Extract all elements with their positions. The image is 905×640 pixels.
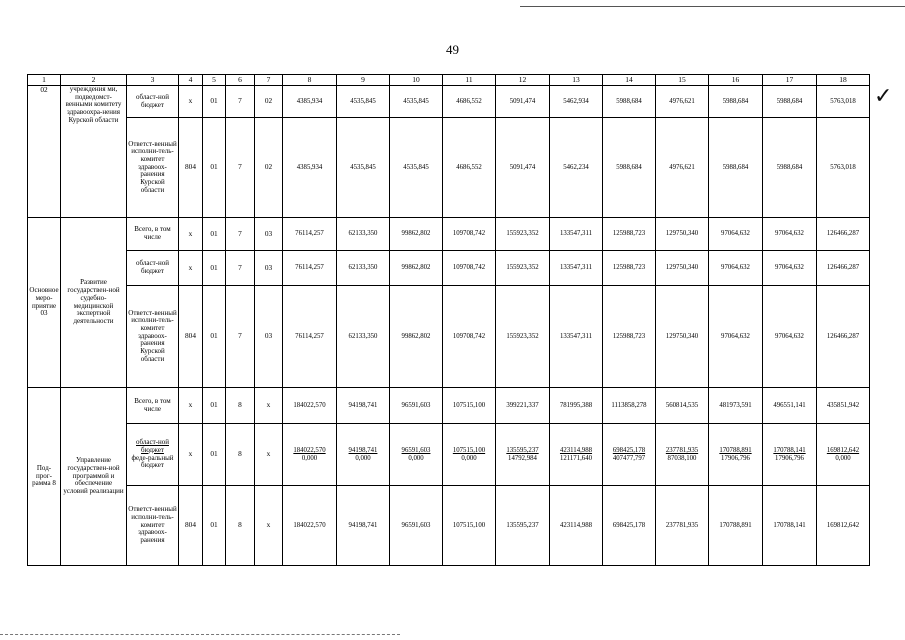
column-header: 4 <box>179 75 203 86</box>
value-cell: 129750,340 <box>656 251 709 286</box>
value-cell: 5763,018 <box>817 118 870 218</box>
value-cell: 125988,723 <box>603 286 656 388</box>
table-row <box>28 251 870 286</box>
value-cell: 4535,845 <box>337 86 390 118</box>
item-code: x <box>255 424 283 486</box>
regional-value: 698425,178 <box>612 447 646 455</box>
item-code: 02 <box>255 86 283 118</box>
value-cell: 1113858,278 <box>603 388 656 424</box>
row-code: Под-прог-рамма 8 <box>28 388 61 566</box>
value-cell: 99862,802 <box>390 251 443 286</box>
table-row <box>28 86 870 118</box>
value-cell: 481973,591 <box>709 388 763 424</box>
column-header: 6 <box>226 75 255 86</box>
value-cell: 109708,742 <box>443 251 496 286</box>
value-cell: 435851,942 <box>817 388 870 424</box>
table-row <box>28 424 870 486</box>
value-cell: 133547,311 <box>550 251 603 286</box>
value-cell <box>817 424 870 486</box>
value-cell: 97064,632 <box>763 251 817 286</box>
grbs-code: x <box>179 86 203 118</box>
federal-value: 0,000 <box>461 454 477 462</box>
value-cell: 169812,642 <box>817 486 870 566</box>
federal-value: 0,000 <box>301 454 318 462</box>
federal-value: 0,000 <box>408 454 424 462</box>
funding-source: Ответст-венный исполни-тель-комитет здравоох-ранения Курской области <box>127 286 179 388</box>
section-code: 01 <box>203 486 226 566</box>
value-cell: 5462,934 <box>550 86 603 118</box>
column-header: 17 <box>763 75 817 86</box>
federal-value: 121171,640 <box>559 454 593 462</box>
section-code: 01 <box>203 424 226 486</box>
value-cell: 155923,352 <box>496 286 550 388</box>
value-cell: 129750,340 <box>656 286 709 388</box>
subsection-code: 7 <box>226 251 255 286</box>
value-cell: 94198,741 <box>337 388 390 424</box>
value-cell: 496551,141 <box>763 388 817 424</box>
column-header: 18 <box>817 75 870 86</box>
regional-value: 135595,237 <box>506 447 539 455</box>
subsection-code: 7 <box>226 286 255 388</box>
value-cell: 4976,621 <box>656 86 709 118</box>
value-cell: 4686,552 <box>443 118 496 218</box>
value-cell: 5462,234 <box>550 118 603 218</box>
row-description: Управление государствен-ной программой и обеспечение условий реализации <box>61 388 127 566</box>
budget-table <box>27 74 870 566</box>
row-code: Основное меро-приятие 03 <box>28 218 61 388</box>
column-header: 3 <box>127 75 179 86</box>
row-description: Развитие государствен-ной судебно-медицинской экспертной деятельности <box>61 218 127 388</box>
column-header: 7 <box>255 75 283 86</box>
federal-value: 17906,796 <box>721 454 750 462</box>
regional-value: 94198,741 <box>348 447 378 455</box>
value-cell: 5988,684 <box>603 118 656 218</box>
grbs-code: x <box>179 251 203 286</box>
table-row <box>28 388 870 424</box>
value-cell <box>390 424 443 486</box>
value-cell: 423114,988 <box>550 486 603 566</box>
value-cell: 97064,632 <box>709 251 763 286</box>
funding-source: Ответст-венный исполни-тель-комитет здравоох-ранения Курской области <box>127 118 179 218</box>
value-cell: 698425,178 <box>603 486 656 566</box>
column-header: 14 <box>603 75 656 86</box>
value-cell: 97064,632 <box>763 286 817 388</box>
value-cell: 781995,388 <box>550 388 603 424</box>
grbs-code: x <box>179 218 203 251</box>
value-cell: 4385,934 <box>283 86 337 118</box>
value-cell: 170788,141 <box>763 486 817 566</box>
column-header: 11 <box>443 75 496 86</box>
value-cell: 76114,257 <box>283 286 337 388</box>
section-code: 01 <box>203 118 226 218</box>
subsection-code: 7 <box>226 118 255 218</box>
column-header: 12 <box>496 75 550 86</box>
header-row <box>28 75 870 86</box>
page-number: 49 <box>446 42 459 57</box>
section-code: 01 <box>203 86 226 118</box>
value-cell: 97064,632 <box>709 286 763 388</box>
grbs-code: x <box>179 424 203 486</box>
value-cell: 125988,723 <box>603 251 656 286</box>
value-cell: 4385,934 <box>283 118 337 218</box>
table-row <box>28 286 870 388</box>
federal-value: 0,000 <box>355 454 371 462</box>
table-row <box>28 218 870 251</box>
federal-value: 0,000 <box>835 454 851 462</box>
value-cell: 97064,632 <box>763 218 817 251</box>
item-code: 03 <box>255 251 283 286</box>
federal-value: 87038,100 <box>667 454 697 462</box>
grbs-code: 804 <box>179 286 203 388</box>
value-cell: 99862,802 <box>390 218 443 251</box>
value-cell: 129750,340 <box>656 218 709 251</box>
value-cell: 133547,311 <box>550 286 603 388</box>
value-cell: 4976,621 <box>656 118 709 218</box>
value-cell: 76114,257 <box>283 251 337 286</box>
value-cell <box>443 424 496 486</box>
value-cell: 5988,684 <box>709 86 763 118</box>
value-cell: 4535,845 <box>390 118 443 218</box>
value-cell <box>763 424 817 486</box>
value-cell <box>709 424 763 486</box>
value-cell: 96591,603 <box>390 486 443 566</box>
section-code: 01 <box>203 218 226 251</box>
value-cell: 109708,742 <box>443 286 496 388</box>
grbs-code: x <box>179 388 203 424</box>
value-cell <box>603 424 656 486</box>
bottom-rule <box>0 634 400 635</box>
value-cell: 109708,742 <box>443 218 496 251</box>
column-header: 8 <box>283 75 337 86</box>
regional-value: 423114,988 <box>559 447 593 455</box>
value-cell: 560814,535 <box>656 388 709 424</box>
regional-value: 184022,570 <box>293 447 326 455</box>
federal-value: 17906,796 <box>775 454 804 462</box>
value-cell: 135595,237 <box>496 486 550 566</box>
value-cell: 62133,350 <box>337 286 390 388</box>
value-cell: 5988,684 <box>709 118 763 218</box>
item-code: 02 <box>255 118 283 218</box>
value-cell: 4535,845 <box>337 118 390 218</box>
column-header: 15 <box>656 75 709 86</box>
column-header: 16 <box>709 75 763 86</box>
section-code: 01 <box>203 251 226 286</box>
value-cell: 5988,684 <box>763 86 817 118</box>
value-cell: 76114,257 <box>283 218 337 251</box>
column-header: 1 <box>28 75 61 86</box>
value-cell: 133547,311 <box>550 218 603 251</box>
funding-source-regional: област-ной бюджет <box>136 438 169 454</box>
subsection-code: 8 <box>226 486 255 566</box>
grbs-code: 804 <box>179 118 203 218</box>
regional-value: 237781,935 <box>665 447 699 455</box>
value-cell: 5091,474 <box>496 86 550 118</box>
value-cell: 62133,350 <box>337 218 390 251</box>
value-cell: 107515,100 <box>443 486 496 566</box>
value-cell: 125988,723 <box>603 218 656 251</box>
funding-source: област-ной бюджет <box>127 251 179 286</box>
value-cell: 4686,552 <box>443 86 496 118</box>
value-cell: 126466,287 <box>817 286 870 388</box>
value-cell: 94198,741 <box>337 486 390 566</box>
value-cell: 5091,474 <box>496 118 550 218</box>
value-cell <box>550 424 603 486</box>
value-cell <box>283 424 337 486</box>
regional-value: 170788,891 <box>719 447 752 455</box>
funding-source: област-ной бюджет <box>127 86 179 118</box>
value-cell: 62133,350 <box>337 251 390 286</box>
value-cell: 126466,287 <box>817 251 870 286</box>
value-cell: 5988,684 <box>763 118 817 218</box>
item-code: 03 <box>255 286 283 388</box>
value-cell: 184022,570 <box>283 486 337 566</box>
funding-source-federal: феде-ральный бюджет <box>131 453 174 470</box>
row-description: учреждения ми, подведомст-венными комитету здравоохра-нения Курской области <box>61 86 127 218</box>
item-code: 03 <box>255 218 283 251</box>
value-cell: 184022,570 <box>283 388 337 424</box>
value-cell: 97064,632 <box>709 218 763 251</box>
column-header: 5 <box>203 75 226 86</box>
table-row <box>28 486 870 566</box>
regional-value: 170788,141 <box>773 447 806 455</box>
funding-source: Ответст-венный исполни-тель-комитет здравоох-ранения <box>127 486 179 566</box>
subsection-code: 7 <box>226 218 255 251</box>
subsection-code: 8 <box>226 388 255 424</box>
subsection-code: 7 <box>226 86 255 118</box>
item-code: x <box>255 486 283 566</box>
value-cell <box>496 424 550 486</box>
federal-value: 407477,797 <box>612 454 646 462</box>
section-code: 01 <box>203 388 226 424</box>
column-header: 13 <box>550 75 603 86</box>
top-rule <box>520 6 905 7</box>
value-cell: 99862,802 <box>390 286 443 388</box>
federal-value: 14792,984 <box>508 454 537 462</box>
column-header: 10 <box>390 75 443 86</box>
column-header: 2 <box>61 75 127 86</box>
funding-source: Всего, в том числе <box>127 218 179 251</box>
value-cell: 126466,287 <box>817 218 870 251</box>
row-code: 02 <box>28 86 61 218</box>
value-cell <box>656 424 709 486</box>
value-cell: 5763,018 <box>817 86 870 118</box>
regional-value: 107515,100 <box>452 447 486 455</box>
grbs-code: 804 <box>179 486 203 566</box>
value-cell: 4535,845 <box>390 86 443 118</box>
value-cell: 170788,891 <box>709 486 763 566</box>
value-cell: 399221,337 <box>496 388 550 424</box>
value-cell: 107515,100 <box>443 388 496 424</box>
table-row <box>28 118 870 218</box>
value-cell: 96591,603 <box>390 388 443 424</box>
subsection-code: 8 <box>226 424 255 486</box>
value-cell: 237781,935 <box>656 486 709 566</box>
section-code: 01 <box>203 286 226 388</box>
value-cell: 5988,684 <box>603 86 656 118</box>
value-cell: 155923,352 <box>496 218 550 251</box>
value-cell: 155923,352 <box>496 251 550 286</box>
regional-value: 96591,603 <box>401 447 431 455</box>
column-header: 9 <box>337 75 390 86</box>
item-code: x <box>255 388 283 424</box>
regional-value: 169812,642 <box>826 447 860 455</box>
value-cell <box>337 424 390 486</box>
funding-source: Всего, в том числе <box>127 388 179 424</box>
checkmark-icon: ✓ <box>874 84 893 109</box>
funding-source <box>127 424 179 486</box>
